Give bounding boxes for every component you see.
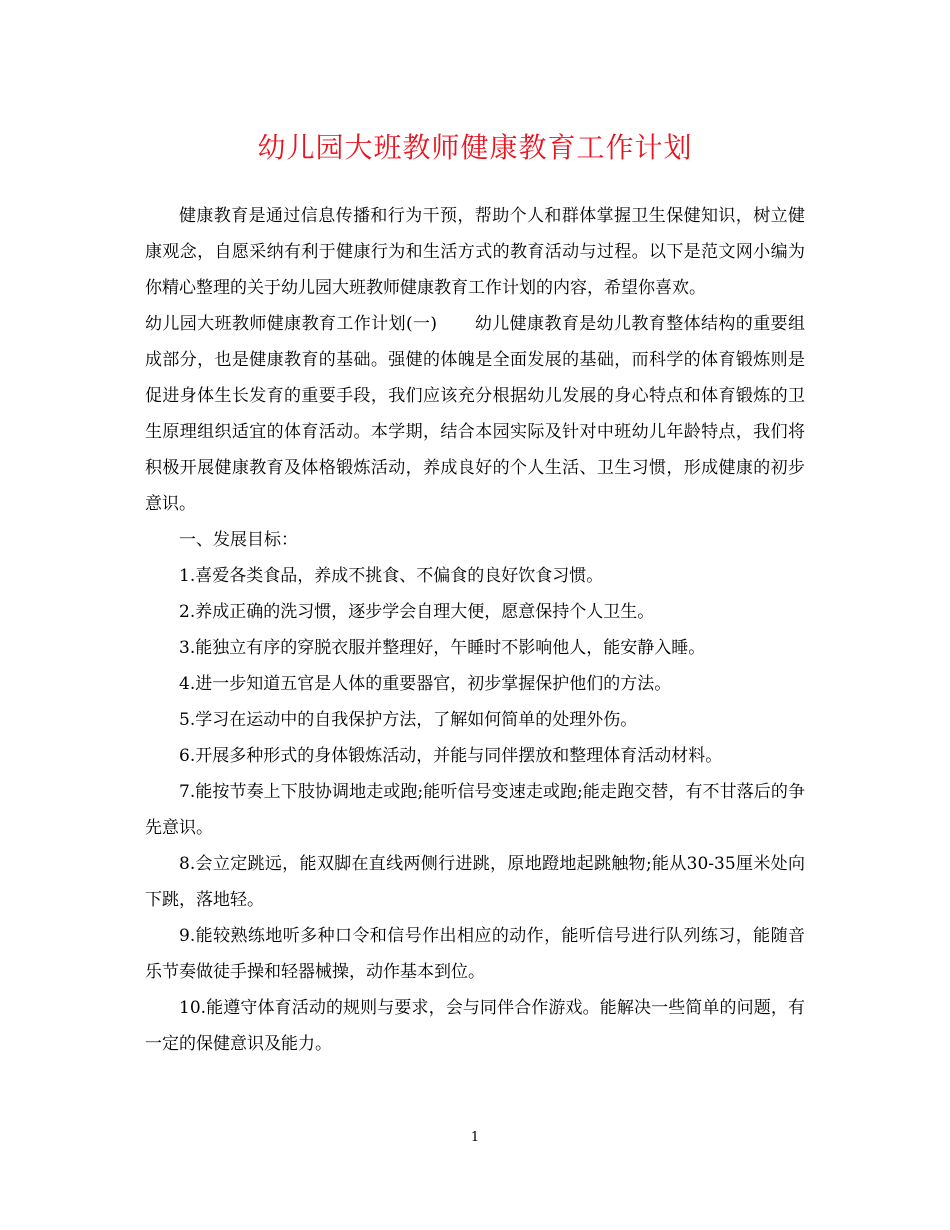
section-body: 幼儿健康教育是幼儿教育整体结构的重要组成部分，也是健康教育的基础。强健的体魄是全面发展的基础，而科学的体育锻炼则是促进身体生长发育的重要手段，我们应该充分根据幼儿发展的身心特点和体育锻炼的卫生原理组织适宜的体育活动。本学期，结合本园实际及针对中班幼儿年龄特点，我们将积极开展健康教育及体格锻炼活动，养成良好的个人生活、卫生习惯，形成健康的初步意识。: [145, 314, 806, 514]
goals-heading: 一、发展目标：: [179, 530, 298, 550]
goal-item-6: 6.开展多种形式的身体锻炼活动，并能与同伴摆放和整理体育活动材料。: [179, 746, 723, 766]
section-paragraph: [145, 306, 805, 522]
intro-paragraph: 健康教育是通过信息传播和行为干预，帮助个人和群体掌握卫生保健知识，树立健康观念，自愿采纳有利于健康行为和生活方式的教育活动与过程。以下是范文网小编为你精心整理的关于幼儿园大班教师健康教育工作计划的内容，希望你喜欢。: [145, 206, 805, 298]
goal-item-4: 4.进一步知道五官是人体的重要器官，初步掌握保护他们的方法。: [179, 674, 672, 694]
goal-item-2: 2.养成正确的洗习惯，逐步学会自理大便，愿意保持个人卫生。: [179, 602, 655, 622]
section-heading: 幼儿园大班教师健康教育工作计划(一): [145, 314, 438, 334]
document-body: [145, 198, 805, 1062]
document-title: 幼儿园大班教师健康教育工作计划: [257, 131, 693, 164]
goal-item-7: 7.能按节奏上下肢协调地走或跑;能听信号变速走或跑;能走跑交替，有不甘落后的争先意识。: [145, 782, 805, 838]
goal-item-3: 3.能独立有序的穿脱衣服并整理好，午睡时不影响他人，能安静入睡。: [179, 638, 706, 658]
goal-item-1: 1.喜爱各类食品，养成不挑食、不偏食的良好饮食习惯。: [179, 566, 604, 586]
goal-item-5: 5.学习在运动中的自我保护方法，了解如何简单的处理外伤。: [179, 710, 638, 730]
goal-item-8: 8.会立定跳远，能双脚在直线两侧行进跳，原地蹬地起跳触物;能从30-35厘米处向下跳，落地轻。: [145, 854, 805, 910]
page-number: 1: [470, 1130, 480, 1145]
goal-item-9: 9.能较熟练地听多种口令和信号作出相应的动作，能听信号进行队列练习，能随音乐节奏做徒手操和轻器械操，动作基本到位。: [145, 926, 805, 982]
goal-item-10: 10.能遵守体育活动的规则与要求，会与同伴合作游戏。能解决一些简单的问题，有一定的保健意识及能力。: [145, 998, 805, 1054]
